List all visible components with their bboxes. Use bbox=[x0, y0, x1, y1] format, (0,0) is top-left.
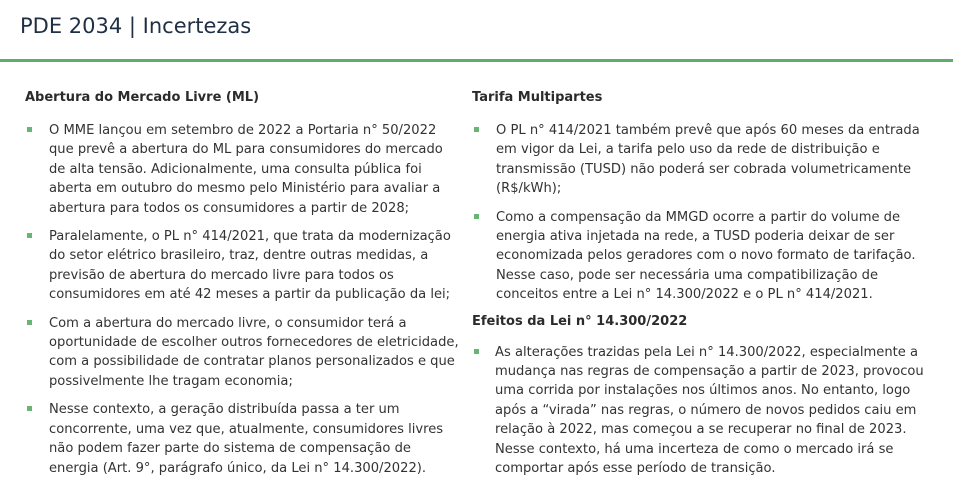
section-heading-mercado-livre: Abertura do Mercado Livre (ML) bbox=[25, 90, 260, 105]
bullet-square-icon bbox=[474, 349, 479, 354]
bullet-square-icon bbox=[27, 320, 32, 325]
list-item bbox=[25, 227, 463, 305]
bullet-square-icon bbox=[27, 406, 32, 411]
list-item bbox=[25, 314, 463, 392]
list-item-text: Como a compensação da MMGD ocorre a partir do volume de energia ativa injetada na rede, a TUSD poderia deixar de ser economizada pelos geradores com o novo formato de tarifação. Nesse caso, pode ser necessária uma compatibilização de conceitos entre a Lei n° 14.300/2022 e o PL n° 414/2021. bbox=[496, 209, 916, 303]
list-item bbox=[472, 121, 942, 199]
section-heading-efeitos-lei: Efeitos da Lei n° 14.300/2022 bbox=[472, 313, 688, 329]
bullet-square-icon bbox=[474, 214, 479, 219]
list-item bbox=[472, 208, 942, 305]
list-item-text: O PL n° 414/2021 também prevê que após 60 meses da entrada em vigor da Lei, a tarifa pelo uso da rede de distribuição e transmissão (TUSD) não poderá ser cobrada volumetricamente (R$/kWh); bbox=[496, 123, 920, 197]
bullet-square-icon bbox=[474, 127, 479, 132]
title-divider bbox=[0, 59, 953, 62]
list-item-text: O MME lançou em setembro de 2022 a Portaria n° 50/2022 que prevê a abertura do ML para consumidores do mercado de alta tensão. Adicionalmente, uma consulta pública foi aberta em outubro do mesmo pelo Ministério para avaliar a abertura para todos os consumidores a partir de 2028; bbox=[49, 123, 443, 216]
bullet-square-icon bbox=[27, 233, 32, 238]
efeitos-lei-list bbox=[472, 343, 942, 479]
tarifa-multipartes-list bbox=[472, 121, 942, 305]
list-item-text: Com a abertura do mercado livre, o consumidor terá a oportunidade de escolher outros fornecedores de eletricidade, com a possibilidade de contratar planos personalizados e que possivelmente lhe tragam economia; bbox=[49, 315, 459, 389]
section-heading-tarifa-multipartes: Tarifa Multipartes bbox=[472, 90, 603, 105]
mercado-livre-list bbox=[25, 121, 463, 478]
bullet-square-icon bbox=[27, 127, 32, 132]
list-item bbox=[25, 400, 463, 478]
page-title: PDE 2034 | Incertezas bbox=[20, 14, 252, 38]
list-item-text: As alterações trazidas pela Lei n° 14.300/2022, especialmente a mudança nas regras de compensação a partir de 2023, provocou uma corrida por instalações nos últimos anos. No entanto, logo após a “virada” nas regras, o número de novos pedidos caiu em relação à 2022, mas começou a se recuperar no final de 2023. Nesse contexto, há uma incerteza de como o mercado irá se comportar após esse período de transição. bbox=[495, 344, 924, 477]
left-column bbox=[25, 90, 463, 487]
list-item-text: Paralelamente, o PL n° 414/2021, que trata da modernização do setor elétrico brasileiro, traz, dentre outras medidas, a previsão de abertura do mercado livre para todos os consumidores em até 42 meses a partir da publicação da lei; bbox=[49, 229, 451, 303]
list-item bbox=[472, 343, 942, 479]
list-item bbox=[25, 121, 463, 218]
right-column bbox=[472, 90, 942, 488]
list-item-text: Nesse contexto, a geração distribuída passa a ter um concorrente, uma vez que, atualmente, consumidores livres não podem fazer parte do sistema de compensação de energia (Art. 9°, parágrafo único, da Lei n° 14.300/2022). bbox=[49, 402, 444, 476]
